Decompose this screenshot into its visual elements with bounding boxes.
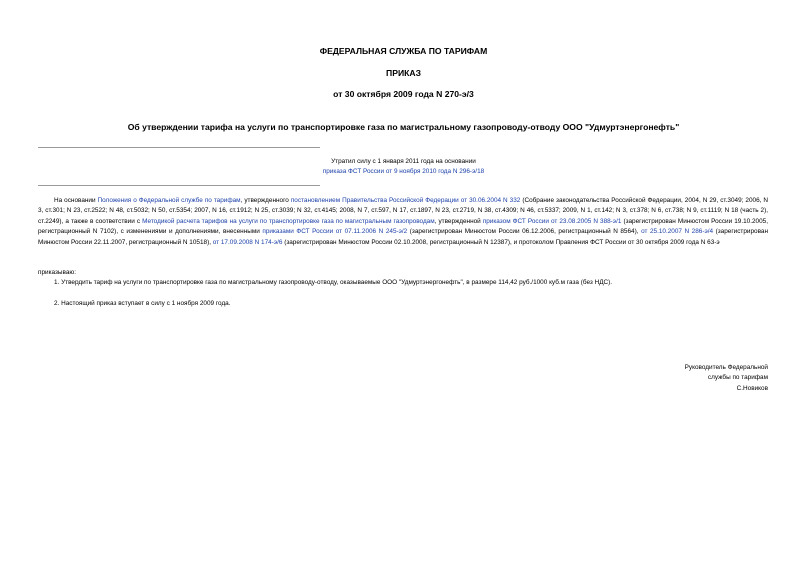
link-order-388[interactable]: приказом ФСТ России от 23.08.2005 N 388-э/1	[482, 217, 622, 225]
link-regulation-fst[interactable]: Положения о Федеральной службе по тарифам	[97, 197, 241, 204]
document-type: ПРИКАЗ	[386, 68, 421, 78]
preamble-text: (зарегистрирован Минюстом России 02.10.2008, регистрационный N 12387), и протоколом Правления ФСТ России от 30 октября 2009 года N 63-э	[282, 238, 720, 246]
signature-block	[685, 363, 768, 394]
order-item-1: 1. Утвердить тариф на услуги по транспортировке газа по магистральному газопроводу-отводу, оказываемые ООО "Удмуртэнергонефть", в размере 114,42 руб./1000 куб.м газа (без НДС).	[54, 279, 613, 286]
repeal-notice-text: Утратил силу с 1 января 2011 года на основании	[331, 158, 476, 165]
document-subject: Об утверждении тарифа на услуги по транспортировке газа по магистральному газопроводу-отводу ООО "Удмуртэнергонефть"	[127, 122, 680, 132]
preamble-text: (зарегистрирован Минюстом России 06.12.2006, регистрационный N 8564),	[407, 228, 642, 236]
preamble-text: (зарегистрирован Минюстом России 19.10.2005, регистрационный N 7102), с изменениями и дополнениями, внесенными	[38, 217, 768, 236]
repeal-notice	[0, 157, 807, 177]
repeal-notice-link[interactable]: приказа ФСТ России от 9 ноября 2010 года N 296-э/18	[322, 168, 485, 175]
divider-bottom	[38, 185, 320, 186]
preamble-text: (зарегистрирован Минюстом России 22.11.2007, регистрационный N 10518),	[38, 228, 768, 246]
document-date-number: от 30 октября 2009 года N 270-э/3	[333, 89, 474, 99]
order-word: приказываю:	[38, 269, 76, 276]
link-order-174[interactable]: от 17.09.2008 N 174-э/6	[212, 238, 283, 246]
preamble-text: , утвержденной	[434, 217, 483, 225]
link-order-245[interactable]: приказами ФСТ России от 07.11.2006 N 245-э/2	[262, 228, 408, 236]
signature-agency: службы по тарифам	[707, 374, 768, 382]
signature-position: Руководитель Федеральной	[684, 364, 768, 371]
signature-name: С.Новиков	[736, 384, 768, 392]
preamble-text: На основании	[54, 197, 98, 204]
preamble-text: (Собрание законодательства Российской Федерации, 2004, N 29, ст.3049; 2006, N 3, ст.301; N 23, ст.2522; N 48, ст.5032; N 50, ст.5354; 2007, N 16, ст.1912; N 25, ст.3039; N 32, ст.4145; 2008, N 7, ст.597, N 17, ст.1897, N 23, ст.2719, N 38, ст.4309; N 46, ст.5337; 2009, N 1, ст.142; N 3, ст.378; N 6, ст.738; N 9, ст.1119; N 18 (часть 2), ст.2249), а также в соответствии с	[38, 197, 769, 225]
agency-title: ФЕДЕРАЛЬНАЯ СЛУЖБА ПО ТАРИФАМ	[319, 46, 488, 56]
link-government-decree[interactable]: постановлением Правительства Российской Федерации от 30.06.2004 N 332	[290, 197, 521, 204]
order-item-2: 2. Настоящий приказ вступает в силу с 1 ноября 2009 года.	[54, 300, 231, 307]
divider-top	[38, 147, 320, 148]
preamble-paragraph	[38, 196, 768, 248]
link-methodology[interactable]: Методикой расчета тарифов на услуги по транспортировке газа по магистральным газопроводам	[142, 217, 435, 225]
link-order-286[interactable]: от 25.10.2007 N 286-э/4	[641, 228, 714, 236]
preamble-text: , утвержденного	[240, 197, 291, 204]
